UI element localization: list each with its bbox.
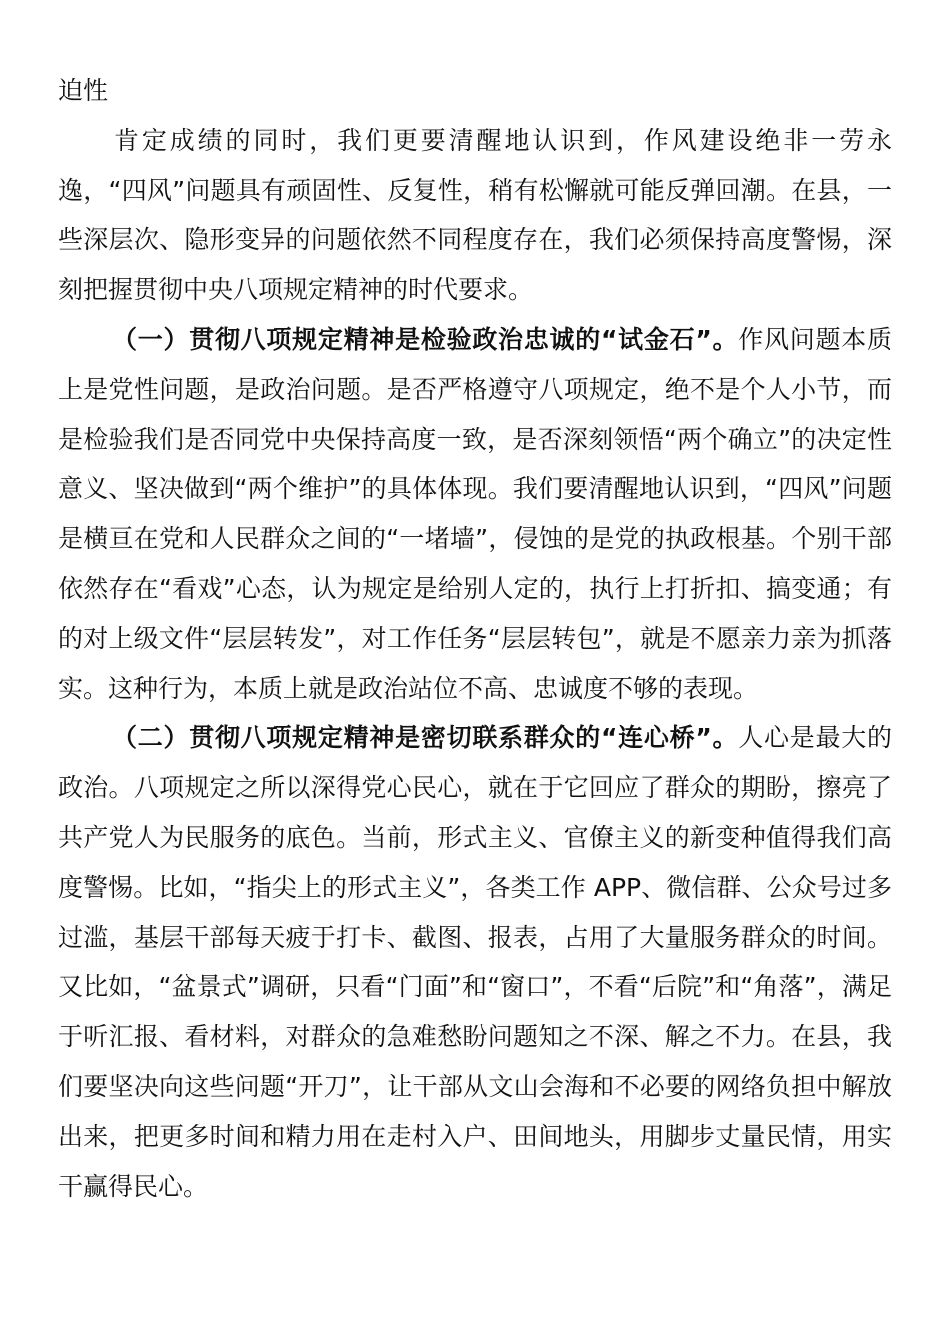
document-page (58, 66, 892, 1211)
carryover-text: 迫性 (58, 76, 109, 105)
intro-paragraph: 肯定成绩的同时，我们更要清醒地认识到，作风建设绝非一劳永逸，“四风”问题具有顽固性、反复性，稍有松懈就可能反弹回潮。在县，一些深层次、隐形变异的问题依然不同程度存在，我们必须保持高度警惕，深刻把握贯彻中央八项规定精神的时代要求。 (58, 125, 892, 305)
section-2-heading: （二）贯彻八项规定精神是密切联系群众的“连心桥”。 (112, 723, 739, 753)
section-2-paragraph (58, 713, 892, 1211)
section-2-body: 人心是最大的政治。八项规定之所以深得党心民心，就在于它回应了群众的期盼，擦亮了共产党人为民服务的底色。当前，形式主义、官僚主义的新变种值得我们高度警惕。比如，“指尖上的形式主义”，各类工作 APP、微信群、公众号过多过滥，基层干部每天疲于打卡、截图、报表，占用了大量服务群众的时间。又比如，“盆景式”调研，只看“门面”和“窗口”，不看“后院”和“角落”，满足于听汇报、看材料，对群众的急难愁盼问题知之不深、解之不力。在县，我们要坚决向这些问题“开刀”，让干部从文山会海和不必要的网络负担中解放出来，把更多时间和精力用在走村入户、田间地头，用脚步丈量民情，用实干赢得民心。 (58, 723, 892, 1201)
section-1-paragraph (58, 315, 892, 713)
section-1-heading: （一）贯彻八项规定精神是检验政治忠诚的“试金石”。 (112, 324, 739, 354)
section-1-body: 作风问题本质上是党性问题，是政治问题。是否严格遵守八项规定，绝不是个人小节，而是检验我们是否同党中央保持高度一致，是否深刻领悟“两个确立”的决定性意义、坚决做到“两个维护”的具体体现。我们要清醒地认识到，“四风”问题是横亘在党和人民群众之间的“一堵墙”，侵蚀的是党的执政根基。个别干部依然存在“看戏”心态，认为规定是给别人定的，执行上打折扣、搞变通；有的对上级文件“层层转发”，对工作任务“层层转包”，就是不愿亲力亲为抓落实。这种行为，本质上就是政治站位不高、忠诚度不够的表现。 (58, 324, 892, 703)
